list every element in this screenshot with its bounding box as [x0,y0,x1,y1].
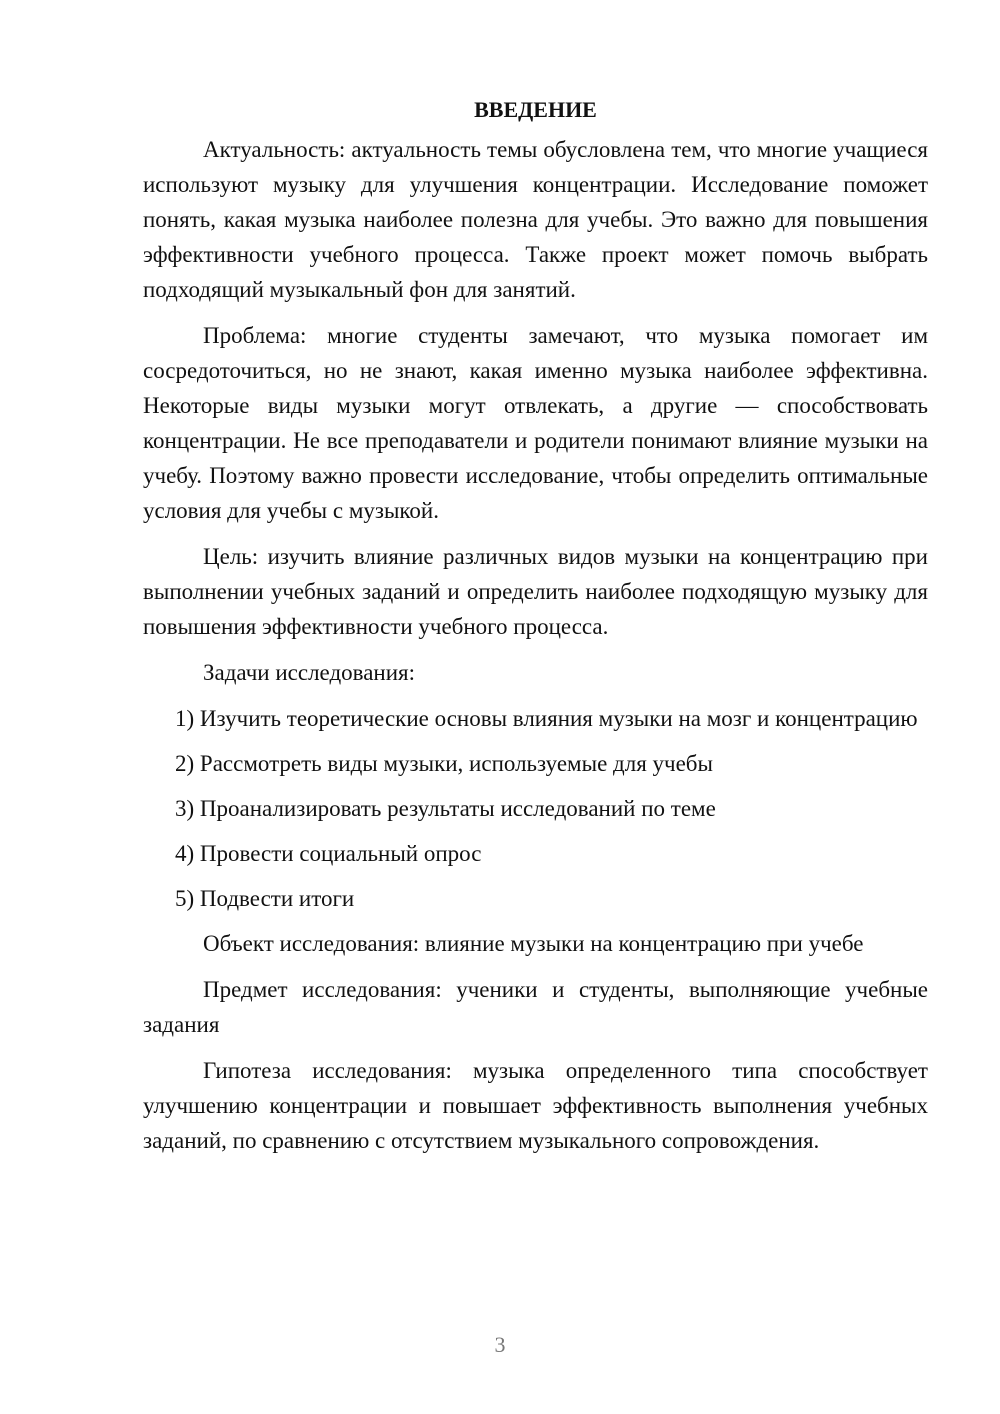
document-page [143,92,928,1169]
tasks-list [143,701,928,916]
object-paragraph: Объект исследования: влияние музыки на концентрацию при учебе [203,931,864,956]
page-number: 3 [494,1332,506,1357]
problem-paragraph: Проблема: многие студенты замечают, что музыка помогает им сосредоточиться, но не знают, какая именно музыка наиболее эффективна. Некоторые виды музыки могут отвлекать, а другие — способствовать концентрации. Не все преподаватели и родители понимают влияние музыки на учебу. Поэтому важно провести исследование, чтобы определить оптимальные условия для учебы с музыкой. [143,323,928,523]
task-item: 3) Проанализировать результаты исследований по теме [175,796,716,821]
task-item: 1) Изучить теоретические основы влияния музыки на мозг и концентрацию [175,706,918,731]
page-title: ВВЕДЕНИЕ [474,97,597,122]
goal-paragraph: Цель: изучить влияние различных видов музыки на концентрацию при выполнении учебных заданий и определить наиболее подходящую музыку для повышения эффективности учебного процесса. [143,544,928,639]
task-item: 5) Подвести итоги [175,886,355,911]
tasks-heading: Задачи исследования: [203,660,416,685]
hypothesis-paragraph: Гипотеза исследования: музыка определенного типа способствует улучшению концентрации и повышает эффективность выполнения учебных заданий, по сравнению с отсутствием музыкального сопровождения. [143,1058,928,1153]
task-item: 4) Провести социальный опрос [175,841,482,866]
task-item: 2) Рассмотреть виды музыки, используемые для учебы [175,751,713,776]
subject-paragraph: Предмет исследования: ученики и студенты, выполняющие учебные задания [143,977,928,1037]
relevance-paragraph: Актуальность: актуальность темы обусловлена тем, что многие учащиеся используют музыку для улучшения концентрации. Исследование поможет понять, какая музыка наиболее полезна для учебы. Это важно для повышения эффективности учебного процесса. Также проект может помочь выбрать подходящий музыкальный фон для занятий. [143,137,928,302]
